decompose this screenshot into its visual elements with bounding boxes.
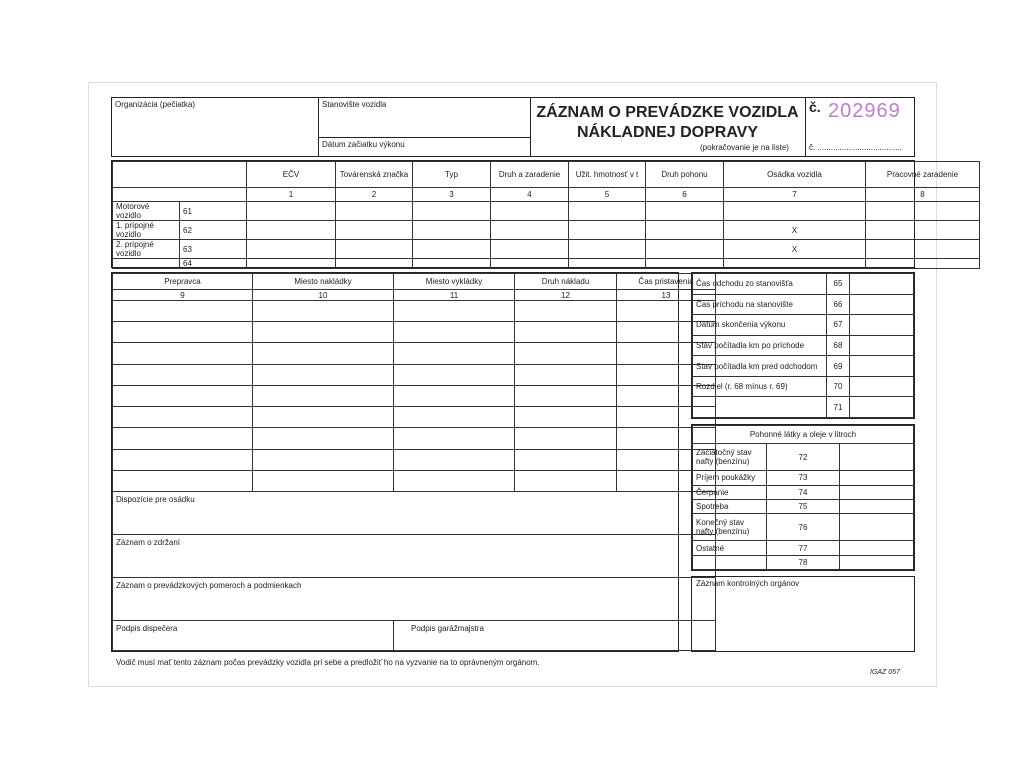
row-number: 64 [180, 259, 247, 269]
cargo-table [111, 272, 694, 652]
input-cell[interactable] [394, 364, 515, 385]
table-row [693, 541, 914, 555]
input-cell[interactable] [569, 259, 646, 269]
input-cell[interactable] [394, 449, 515, 470]
input-cell[interactable] [515, 449, 617, 470]
row-number: 74 [766, 485, 840, 499]
row-number: 66 [827, 294, 850, 315]
table-row [113, 343, 716, 364]
section-title: Pohonné látky a oleje v litroch [693, 426, 914, 444]
table-row [693, 471, 914, 485]
column-number: 4 [491, 188, 569, 202]
column-header: Miesto nakládky [253, 274, 394, 290]
row-number: 70 [827, 376, 850, 397]
input-cell[interactable] [247, 221, 336, 240]
table-row [113, 407, 716, 428]
input-cell[interactable] [113, 428, 253, 449]
input-cell[interactable] [840, 485, 914, 499]
input-cell[interactable] [850, 397, 914, 418]
input-cell[interactable] [253, 322, 394, 343]
row-label [693, 397, 827, 418]
table-row [693, 294, 914, 315]
input-cell[interactable] [113, 343, 253, 364]
table-row [113, 364, 716, 385]
input-cell[interactable] [336, 202, 413, 221]
table-row [113, 259, 980, 269]
row-label: Čas príchodu na stanovište [693, 294, 827, 315]
input-cell[interactable] [646, 202, 724, 221]
station-field[interactable]: Stanovište vozidla [322, 100, 387, 109]
input-cell[interactable] [866, 240, 980, 259]
table-row [113, 240, 980, 259]
table-row [113, 202, 980, 221]
dispatcher-signature[interactable]: Podpis dispečera [113, 621, 394, 651]
organization-field[interactable]: Organizácia (pečiatka) [115, 100, 196, 109]
input-cell[interactable] [394, 322, 515, 343]
column-number: 8 [866, 188, 980, 202]
input-cell[interactable] [413, 240, 491, 259]
input-cell[interactable] [515, 428, 617, 449]
row-label: Rozdiel (r. 68 mínus r. 69) [693, 376, 827, 397]
input-cell[interactable] [491, 221, 569, 240]
input-cell[interactable] [394, 407, 515, 428]
input-cell[interactable] [253, 385, 394, 406]
table-row [693, 397, 914, 418]
crew-cell[interactable]: X [724, 240, 866, 259]
row-number: 72 [766, 444, 840, 471]
column-number: 2 [336, 188, 413, 202]
input-cell[interactable] [394, 428, 515, 449]
form-title: ZÁZNAM O PREVÁDZKE VOZIDLA NÁKLADNEJ DOPRAVY [536, 104, 799, 141]
row-number: 69 [827, 356, 850, 377]
input-cell[interactable] [247, 202, 336, 221]
row-label: 1. prípojné vozidlo [113, 221, 180, 240]
row-number: 78 [766, 555, 840, 569]
table-row [693, 356, 914, 377]
input-cell[interactable] [840, 555, 914, 569]
column-number: 11 [394, 290, 515, 301]
start-date-field[interactable]: Dátum začiatku výkonu [322, 140, 405, 149]
control-box[interactable] [691, 576, 915, 652]
input-cell[interactable] [840, 541, 914, 555]
table-row [113, 385, 716, 406]
table-row [693, 274, 914, 295]
column-header: Pracovné zaradenie [866, 162, 980, 188]
table-row [693, 335, 914, 356]
row-label: Spotreba [693, 499, 767, 513]
input-cell[interactable] [253, 364, 394, 385]
delay-field[interactable]: Záznam o zdržaní [113, 535, 716, 578]
row-label: Ostatné [693, 541, 767, 555]
column-header: Továrenská značka [336, 162, 413, 188]
table-row [113, 428, 716, 449]
column-header: Prepravca [113, 274, 253, 290]
input-cell[interactable] [569, 221, 646, 240]
row-label: Čerpanie [693, 485, 767, 499]
input-cell[interactable] [336, 240, 413, 259]
garage-signature[interactable]: Podpis garážmajstra [394, 621, 716, 651]
input-cell[interactable] [646, 221, 724, 240]
input-cell[interactable] [866, 259, 980, 269]
column-number: 5 [569, 188, 646, 202]
input-cell[interactable] [646, 259, 724, 269]
input-cell[interactable] [491, 240, 569, 259]
corner-cell [113, 162, 247, 188]
header-row [113, 162, 980, 188]
input-cell[interactable] [247, 240, 336, 259]
input-cell[interactable] [569, 202, 646, 221]
row-label [113, 259, 180, 269]
times-table [691, 272, 915, 419]
column-header: Osádka vozidla [724, 162, 866, 188]
input-cell[interactable] [866, 202, 980, 221]
table-row [113, 470, 716, 491]
row-label: Dátum skončenia výkonu [693, 315, 827, 336]
input-cell[interactable] [253, 470, 394, 491]
input-cell[interactable] [515, 385, 617, 406]
input-cell[interactable] [113, 385, 253, 406]
table-row [693, 376, 914, 397]
input-cell[interactable] [515, 322, 617, 343]
input-cell[interactable] [850, 274, 914, 295]
column-header: Druh nákladu [515, 274, 617, 290]
table-row [113, 449, 716, 470]
input-cell[interactable] [113, 470, 253, 491]
column-header: Druh a zaradenie [491, 162, 569, 188]
input-cell[interactable] [569, 240, 646, 259]
row-number: 73 [766, 471, 840, 485]
input-cell[interactable] [336, 259, 413, 269]
input-cell[interactable] [113, 449, 253, 470]
input-cell[interactable] [646, 240, 724, 259]
column-number: 3 [413, 188, 491, 202]
input-cell[interactable] [840, 471, 914, 485]
row-number: 76 [766, 514, 840, 541]
number-label: č. [809, 99, 821, 115]
input-cell[interactable] [491, 259, 569, 269]
table-row [693, 555, 914, 569]
input-cell[interactable] [840, 514, 914, 541]
dispositions-field[interactable]: Dispozície pre osádku [113, 492, 716, 535]
table-row [113, 301, 716, 322]
input-cell[interactable] [515, 470, 617, 491]
input-cell[interactable] [394, 385, 515, 406]
input-cell[interactable] [394, 470, 515, 491]
row-number: 71 [827, 397, 850, 418]
input-cell[interactable] [413, 259, 491, 269]
input-cell[interactable] [253, 428, 394, 449]
input-cell[interactable] [491, 202, 569, 221]
crew-cell[interactable]: X [724, 221, 866, 240]
row-label: Začiatočný stav nafty (benzínu) [693, 444, 767, 471]
column-header: EČV [247, 162, 336, 188]
row-number: 77 [766, 541, 840, 555]
column-header: Užit. hmotnosť v t [569, 162, 646, 188]
input-cell[interactable] [113, 364, 253, 385]
input-cell[interactable] [253, 301, 394, 322]
input-cell[interactable] [394, 343, 515, 364]
column-number: 12 [515, 290, 617, 301]
table-row [113, 221, 980, 240]
column-header: Druh pohonu [646, 162, 724, 188]
form-number: 202969 [828, 100, 901, 122]
row-label: Čas odchodu zo stanovišťa [693, 274, 827, 295]
column-number: 1 [247, 188, 336, 202]
input-cell[interactable] [515, 343, 617, 364]
input-cell[interactable] [253, 343, 394, 364]
column-number: 13 [617, 290, 716, 301]
footer-note: Vodič musí mať tento záznam počas prevádzky vozidla pri sebe a predložiť ho na vyzvanie na to oprávneným orgánom. [116, 658, 540, 667]
input-cell[interactable] [850, 335, 914, 356]
row-number: 75 [766, 499, 840, 513]
crew-cell[interactable] [724, 259, 866, 269]
column-header: Miesto vykládky [394, 274, 515, 290]
row-number: 67 [827, 315, 850, 336]
input-cell[interactable] [850, 294, 914, 315]
input-cell[interactable] [850, 376, 914, 397]
row-label: Stav počítadla km pred odchodom [693, 356, 827, 377]
column-number: 6 [646, 188, 724, 202]
table-cell [113, 188, 247, 202]
input-cell[interactable] [113, 301, 253, 322]
row-label: Príjem poukážky [693, 471, 767, 485]
input-cell[interactable] [866, 221, 980, 240]
input-cell[interactable] [840, 444, 914, 471]
column-header: Čas pristavenia [617, 274, 716, 290]
table-row [113, 322, 716, 343]
crew-cell[interactable] [724, 202, 866, 221]
table-row [693, 499, 914, 513]
input-cell[interactable] [413, 202, 491, 221]
row-number: 61 [180, 202, 247, 221]
row-number: 63 [180, 240, 247, 259]
input-cell[interactable] [840, 499, 914, 513]
table-row [693, 514, 914, 541]
row-label: Konečný stav nafty (benzínu) [693, 514, 767, 541]
row-number: 62 [180, 221, 247, 240]
column-number: 7 [724, 188, 866, 202]
column-header: Typ [413, 162, 491, 188]
table-row [693, 315, 914, 336]
input-cell[interactable] [253, 449, 394, 470]
input-cell[interactable] [413, 221, 491, 240]
input-cell[interactable] [113, 407, 253, 428]
fuel-table [691, 424, 915, 571]
row-number: 68 [827, 335, 850, 356]
row-label: 2. prípojné vozidlo [113, 240, 180, 259]
table-row [693, 485, 914, 499]
continuation-number[interactable]: č. ...................................... [809, 143, 902, 152]
row-label [693, 555, 767, 569]
control-label: Záznam kontrolných orgánov [696, 579, 800, 588]
input-cell[interactable] [515, 301, 617, 322]
input-cell[interactable] [394, 301, 515, 322]
input-cell[interactable] [336, 221, 413, 240]
input-cell[interactable] [515, 364, 617, 385]
vehicles-table [111, 160, 959, 268]
input-cell[interactable] [850, 356, 914, 377]
row-label: Motorové vozidlo [113, 202, 180, 221]
form-code: IGAZ 057 [870, 669, 900, 676]
input-cell[interactable] [113, 322, 253, 343]
conditions-field[interactable]: Záznam o prevádzkových pomeroch a podmienkach [113, 578, 716, 621]
column-number: 9 [113, 290, 253, 301]
input-cell[interactable] [850, 315, 914, 336]
input-cell[interactable] [515, 407, 617, 428]
continuation-note: (pokračovanie je na liste) [700, 143, 789, 152]
row-number: 65 [827, 274, 850, 295]
table-row [693, 444, 914, 471]
row-label: Stav počítadla km po príchode [693, 335, 827, 356]
input-cell[interactable] [247, 259, 336, 269]
input-cell[interactable] [253, 407, 394, 428]
column-number: 10 [253, 290, 394, 301]
